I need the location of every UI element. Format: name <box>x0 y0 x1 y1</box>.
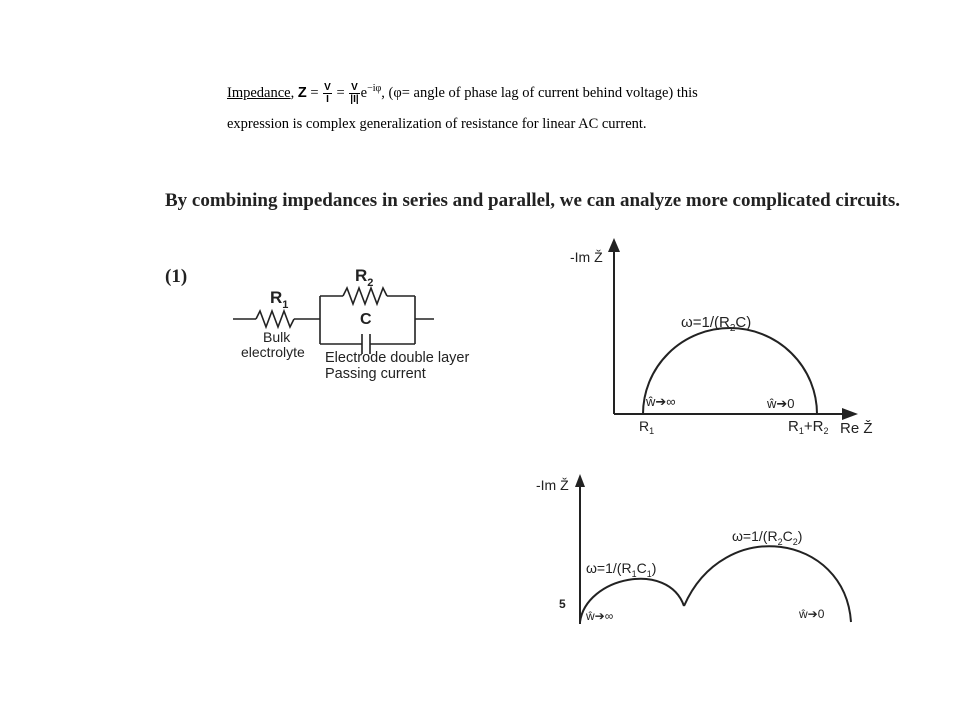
resistor-r2-zigzag <box>343 288 387 304</box>
impedance-definition-line-2: expression is complex generalization of resistance for linear AC current. <box>227 116 647 132</box>
low-frequency-label: ŵ➔0 <box>799 607 825 621</box>
x-axis-arrow <box>842 408 858 420</box>
peak-frequency-label: $\omega=1/(R_2C)$ <box>681 314 752 334</box>
fraction-numerator: V <box>324 82 331 93</box>
fraction-denominator: I <box>326 94 329 105</box>
section-heading: By combining impedances in series and parallel, we can analyze more complicated circuits. <box>165 190 900 211</box>
electrolyte-label: electrolyte <box>241 344 305 360</box>
item-number-label: (1) <box>165 266 188 287</box>
high-frequency-label: ŵ➔∞ <box>586 609 614 623</box>
peak2-frequency-label: $\omega=1/(R_2C_2)$ <box>732 528 803 547</box>
comma: , <box>290 84 295 101</box>
high-frequency-label: ŵ➔∞ <box>646 394 676 409</box>
y-axis-arrow <box>575 474 585 487</box>
r2-label: $R_2$ <box>355 266 374 289</box>
equals-sign: = <box>336 84 345 101</box>
bulk-label: Bulk <box>263 329 291 345</box>
nyquist-plot-double-arc <box>536 474 851 624</box>
resistor-r1-zigzag <box>256 311 294 327</box>
double-layer-label: Electrode double layer <box>325 350 470 366</box>
z-symbol: Z <box>297 84 307 101</box>
impedance-term: Impedance <box>227 84 291 101</box>
phase-lag-explanation: , (φ= angle of phase lag of current behind voltage) this <box>381 84 698 101</box>
x-axis-label: Re Ž <box>840 420 873 437</box>
nyquist-plot-single-arc <box>570 238 873 437</box>
equals-sign: = <box>310 84 319 101</box>
fraction-denominator: |I| <box>350 94 359 105</box>
impedance-arc-2 <box>684 546 851 622</box>
exponential-base: e <box>360 84 368 101</box>
y-axis-label: -Im Ž <box>570 249 603 265</box>
exponent: −iφ <box>367 83 382 94</box>
low-frequency-label: ŵ➔0 <box>767 396 795 411</box>
x-tick-r1-plus-r2: $R_1+R_2$ <box>788 418 829 436</box>
passing-current-label: Passing current <box>325 366 426 382</box>
peak1-frequency-label: $\omega=1/(R_1C_1)$ <box>586 560 657 579</box>
y-axis-label: -Im Ž <box>536 477 569 493</box>
fraction-numerator: V <box>351 82 358 93</box>
r1-label: $R_1$ <box>270 288 289 311</box>
y-tick-label: 5 <box>559 597 566 611</box>
x-tick-r1: $R_1$ <box>639 418 655 436</box>
capacitor-label: C <box>360 311 372 328</box>
y-axis-arrow <box>608 238 620 252</box>
